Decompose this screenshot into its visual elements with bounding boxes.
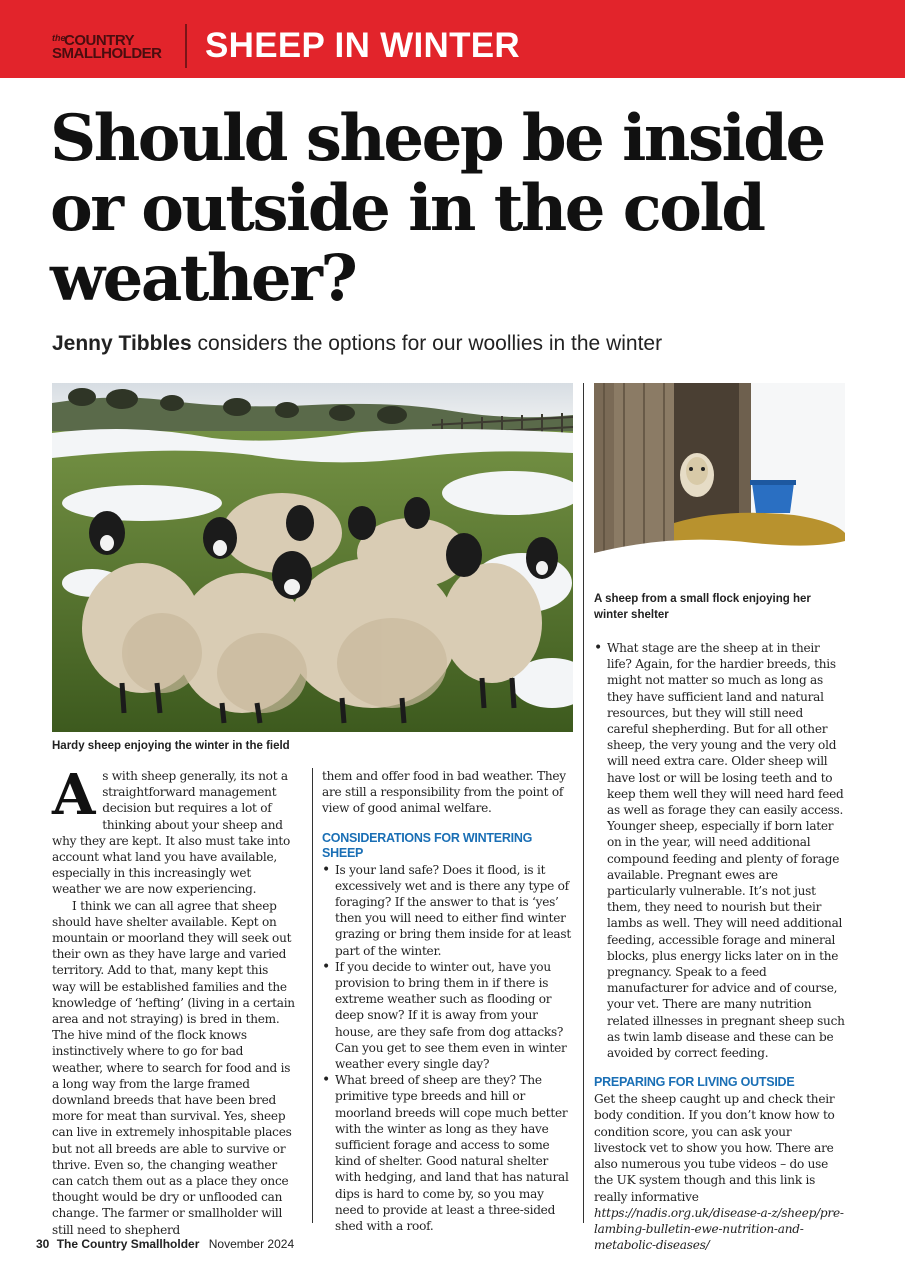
body-column-3 — [594, 640, 846, 1253]
headline: Should sheep be inside or outside in the cold weather? — [50, 101, 824, 316]
header-divider — [185, 24, 187, 68]
list-item: • If you decide to winter out, have you provision to bring them in if there is extreme weather such as flooding or deep snow? If it is away from your house, are they safe from dog attacks? Can you get to see them even in winter weather every single day? — [322, 959, 572, 1072]
page-number: 30 — [36, 1237, 50, 1251]
column-rule-right — [583, 383, 584, 1223]
logo-line-2: SMALLHOLDER — [52, 45, 162, 62]
column-rule-left — [312, 768, 313, 1223]
body-column-1 — [52, 762, 295, 1238]
sheep-field-photo — [52, 383, 573, 732]
list-item: • What stage are the sheep at in their life? Again, for the hardier breeds, this might not matter so much as long as they have sufficient land and natural resources, but they will still need careful shepherding. But for all other sheep, the very young and the very old will need extra care. Older sheep will have lost or will be losing teeth and to keep them well they will need hard feed as well as forage they can easily access. Younger sheep, especially if born later on in the year, will need additional compound feeding and plenty of forage available. Pregnant ewes are particularly vulnerable. It’s not just them, they need to nourish but their lambs as well. They will need additional feeding, accessible forage and mineral blocks, plus energy licks later on in the pregnancy. Speak to a feed manufacturer for advice and of course, your vet. There are many nutrition related illnesses in pregnant sheep such as twin lamb disease and these can be avoided by correct feeding. — [594, 640, 846, 1061]
publication-name: The Country Smallholder — [56, 1237, 200, 1251]
logo-the: the — [52, 33, 66, 43]
side-photo-caption: A sheep from a small flock enjoying her winter shelter — [594, 593, 811, 621]
issue-date: November 2024 — [208, 1237, 295, 1251]
author-name: Jenny Tibbles — [52, 332, 192, 355]
main-photo-caption: Hardy sheep enjoying the winter in the field — [52, 740, 290, 752]
body-column-2 — [322, 768, 572, 1234]
list-item: • Is your land safe? Does it flood, is it excessively wet and is there any type of foraging? If the answer to that is ‘yes’ then you will need to either find winter grazing or bring them inside for at least part of the winter. — [322, 862, 572, 959]
preparing-text: Get the sheep caught up and check their body condition. If you don’t know how to condition score, you can ask your livestock vet to show you how. There are also numerous you tube videos – do use the UK system though and this link is really informative — [594, 1092, 835, 1204]
subhead-considerations: CONSIDERATIONS FOR WINTERING SHEEP — [322, 830, 533, 860]
magazine-logo[interactable] — [52, 34, 162, 60]
sheep-shelter-photo — [594, 383, 845, 586]
intro-text: s with sheep generally, its not a straightforward management decision but requires a lot of thinking about your sheep and why they are kept. It also must take into account what land you have available, especially in this increasingly wet weather we are now experiencing. — [52, 769, 291, 897]
section-title: SHEEP IN WINTER — [205, 26, 521, 65]
body-paragraph: I think we can all agree that sheep should have shelter available. Kept on mountain or moorland they will seek out their own as they have large and varied territory. Add to that, many kept this way will be established families and the knowledge of ‘hefting’ (living in a certain area and not straying) is bred in them. The hive mind of the flock knows instinctively where to go for bad weather, where to search for food and is a long way from the large framed downland breeds that have been bred more for meat than survival. Yes, sheep can live in extremely inhospitable places but not all breeds are able to survive or thrive. Even so, the changing weather can catch them out as a place they once thought would be dry or unflooded can change. The farmer or smallholder will still need to shepherd — [52, 898, 295, 1237]
intro-paragraph — [52, 762, 295, 898]
considerations-list — [322, 862, 572, 1235]
standfirst — [52, 332, 662, 356]
list-item: • What breed of sheep are they? The primitive type breeds and hill or moorland breeds will cope much better with the winter as long as they have sufficient forage and access to some kind of shelter. Good natural shelter with hedging, and land that has natural dips is hard to come by, so you may need to provide at least a three-sided shed with a roof. — [322, 1072, 572, 1234]
page-footer — [36, 1237, 294, 1251]
considerations-list-continued — [594, 640, 846, 1061]
drop-cap: A — [52, 762, 96, 828]
logo-line-1: COUNTRY — [64, 32, 135, 49]
standfirst-text: considers the options for our woollies in the winter — [191, 332, 663, 355]
body-paragraph: them and offer food in bad weather. They are still a responsibility from the point of view of good animal welfare. — [322, 769, 566, 816]
body-paragraph — [594, 1091, 846, 1253]
nadis-link[interactable]: https://nadis.org.uk/disease-a-z/sheep/pre-lambing-bulletin-ewe-nutrition-and-metabolic-diseases/ — [594, 1205, 844, 1253]
subhead-preparing: PREPARING FOR LIVING OUTSIDE — [594, 1075, 795, 1090]
